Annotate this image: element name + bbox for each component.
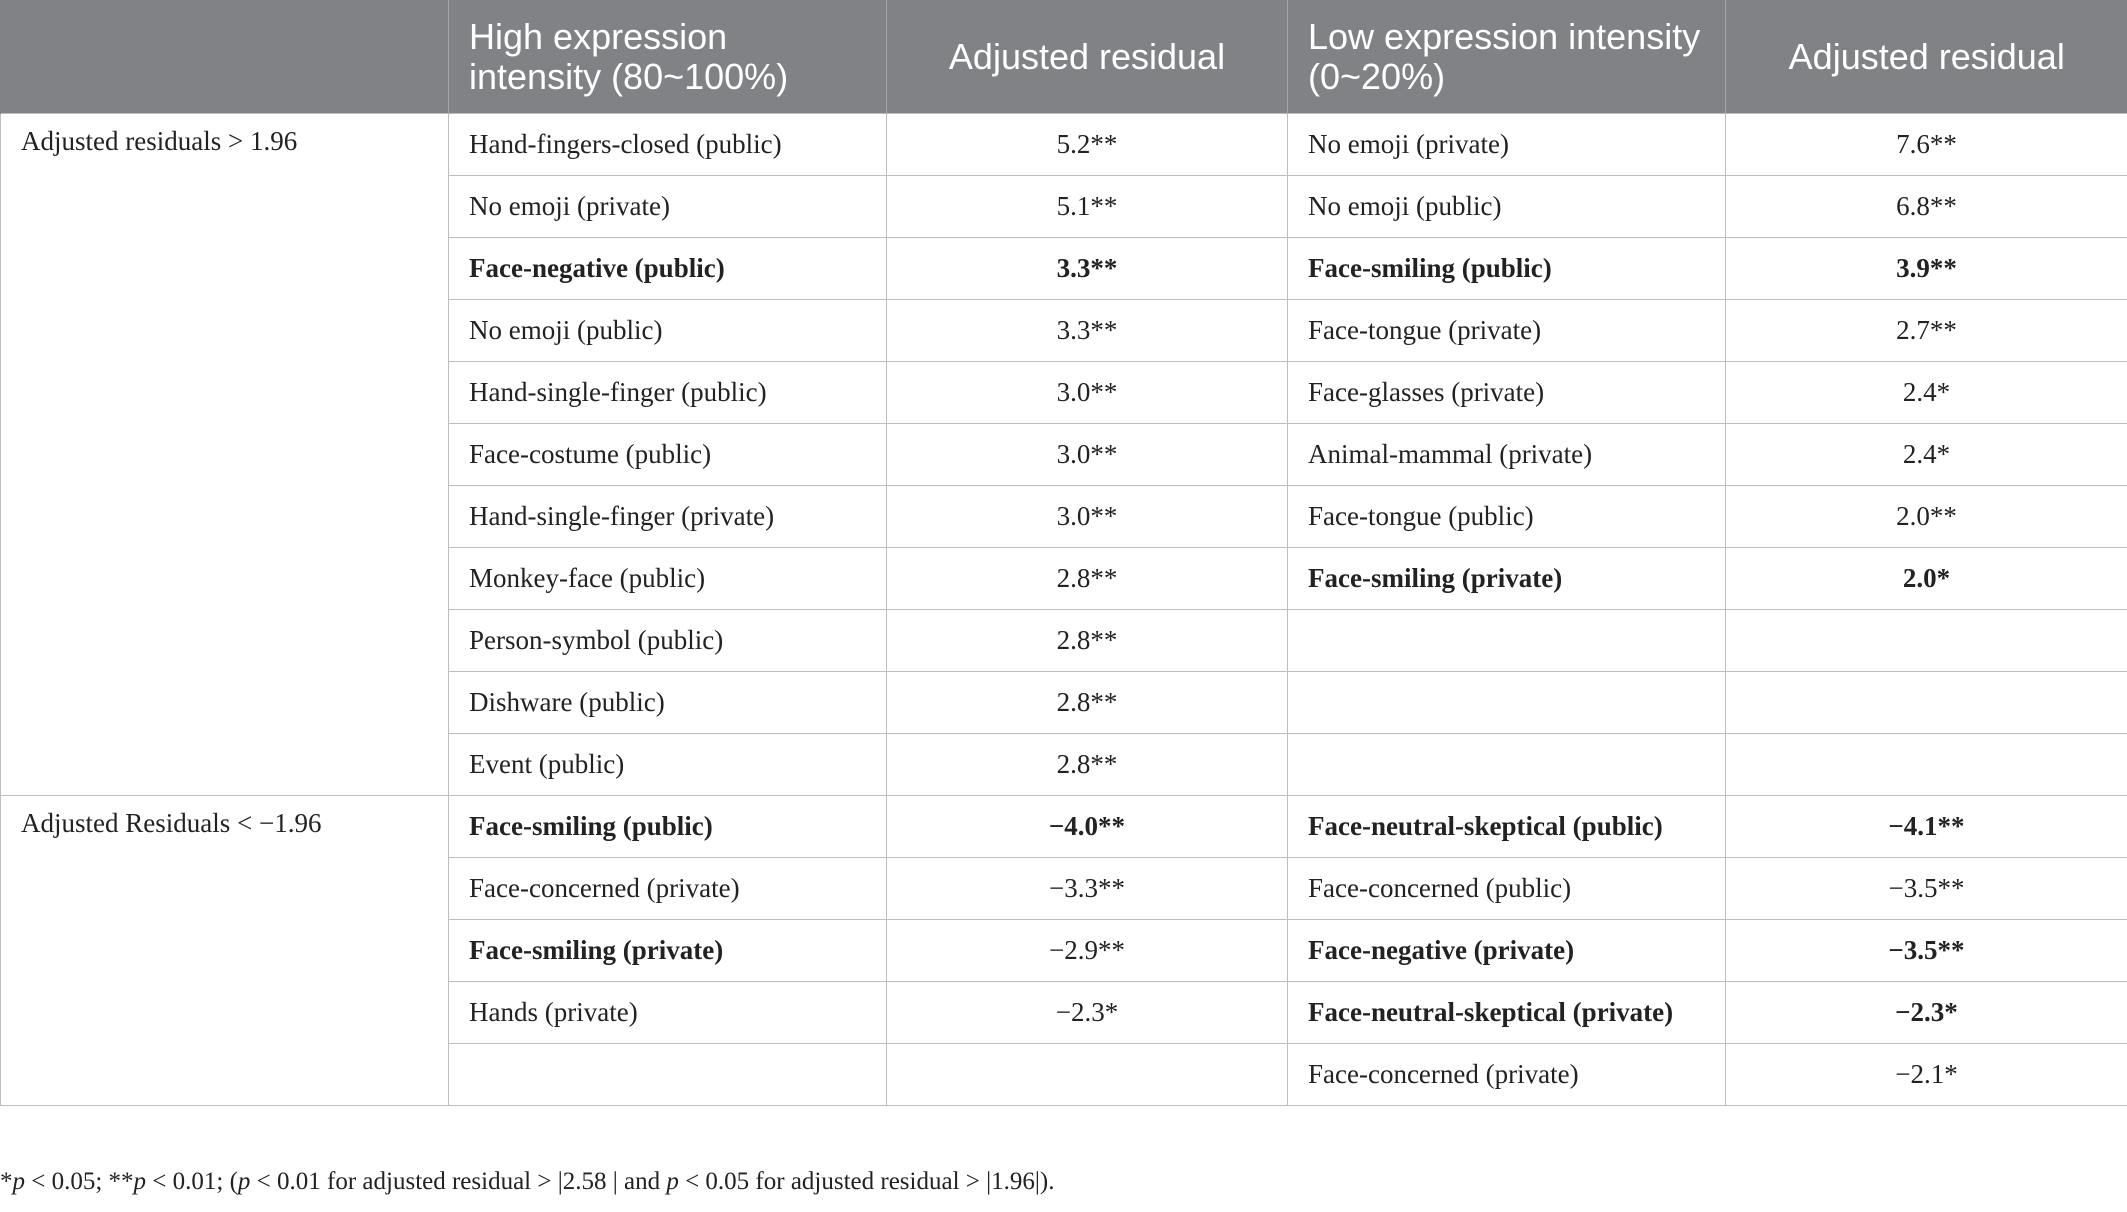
low-label — [1288, 610, 1726, 672]
low-residual: −4.1** — [1726, 796, 2127, 858]
high-label: Face-concerned (private) — [449, 858, 887, 920]
group-label-negative: Adjusted Residuals < −1.96 — [1, 796, 449, 1106]
footnote-text: < 0.05 for adjusted residual > |1.96|). — [678, 1168, 1055, 1195]
low-label: Animal-mammal (private) — [1288, 424, 1726, 486]
high-residual: 3.0** — [887, 486, 1288, 548]
high-label — [449, 1044, 887, 1106]
footnote-text: < 0.01; ( — [146, 1168, 238, 1195]
high-residual: −2.9** — [887, 920, 1288, 982]
low-label: Face-smiling (private) — [1288, 548, 1726, 610]
low-label — [1288, 734, 1726, 796]
high-label: Hands (private) — [449, 982, 887, 1044]
low-label — [1288, 672, 1726, 734]
low-label: Face-tongue (public) — [1288, 486, 1726, 548]
high-residual: 3.0** — [887, 362, 1288, 424]
high-label: Hand-single-finger (public) — [449, 362, 887, 424]
high-residual: 2.8** — [887, 734, 1288, 796]
footnote-p: p — [237, 1168, 251, 1195]
high-label: Face-smiling (public) — [449, 796, 887, 858]
low-label: Face-neutral-skeptical (public) — [1288, 796, 1726, 858]
high-residual: 5.2** — [887, 114, 1288, 176]
high-residual: 3.3** — [887, 238, 1288, 300]
high-label: Dishware (public) — [449, 672, 887, 734]
high-label: Event (public) — [449, 734, 887, 796]
footnote-text: < 0.05; ** — [25, 1168, 134, 1195]
high-label: Monkey-face (public) — [449, 548, 887, 610]
high-residual: 3.3** — [887, 300, 1288, 362]
low-label: Face-neutral-skeptical (private) — [1288, 982, 1726, 1044]
high-residual: 2.8** — [887, 548, 1288, 610]
low-residual: 2.7** — [1726, 300, 2127, 362]
low-label: Face-smiling (public) — [1288, 238, 1726, 300]
low-residual — [1726, 734, 2127, 796]
high-residual: −3.3** — [887, 858, 1288, 920]
footnote-p: p — [12, 1168, 25, 1195]
low-residual: 2.4* — [1726, 424, 2127, 486]
low-label: No emoji (public) — [1288, 176, 1726, 238]
header-high-residual: Adjusted residual — [887, 0, 1288, 114]
high-residual: 3.0** — [887, 424, 1288, 486]
low-label: Face-concerned (public) — [1288, 858, 1726, 920]
footnote-asterisk: * — [0, 1168, 13, 1195]
footnote-p: p — [666, 1168, 679, 1195]
header-row — [1, 0, 2127, 114]
table-footnote — [0, 1168, 1054, 1196]
low-label: Face-glasses (private) — [1288, 362, 1726, 424]
high-residual: −2.3* — [887, 982, 1288, 1044]
footnote-p: p — [133, 1168, 147, 1195]
low-residual: −3.5** — [1726, 920, 2127, 982]
low-residual: −2.3* — [1726, 982, 2127, 1044]
header-low-intensity: Low expression intensity (0~20%) — [1288, 0, 1726, 114]
table-row — [1, 796, 2127, 858]
table-row — [1, 114, 2127, 176]
header-high-intensity: High expression intensity (80~100%) — [449, 0, 887, 114]
footnote-text: < 0.01 for adjusted residual > |2.58 | and — [250, 1168, 667, 1195]
high-label: Face-smiling (private) — [449, 920, 887, 982]
low-label: Face-concerned (private) — [1288, 1044, 1726, 1106]
low-residual: 7.6** — [1726, 114, 2127, 176]
high-label: Hand-fingers-closed (public) — [449, 114, 887, 176]
high-label: No emoji (private) — [449, 176, 887, 238]
low-residual: −2.1* — [1726, 1044, 2127, 1106]
low-label: Face-negative (private) — [1288, 920, 1726, 982]
low-residual: 2.0* — [1726, 548, 2127, 610]
low-residual: 6.8** — [1726, 176, 2127, 238]
high-label: Hand-single-finger (private) — [449, 486, 887, 548]
low-residual: 2.4* — [1726, 362, 2127, 424]
high-label: Face-costume (public) — [449, 424, 887, 486]
low-label: Face-tongue (private) — [1288, 300, 1726, 362]
high-residual: 2.8** — [887, 610, 1288, 672]
low-label: No emoji (private) — [1288, 114, 1726, 176]
high-label: No emoji (public) — [449, 300, 887, 362]
low-residual — [1726, 672, 2127, 734]
high-residual: 5.1** — [887, 176, 1288, 238]
high-label: Face-negative (public) — [449, 238, 887, 300]
high-residual: −4.0** — [887, 796, 1288, 858]
low-residual: 3.9** — [1726, 238, 2127, 300]
low-residual — [1726, 610, 2127, 672]
group-label-positive: Adjusted residuals > 1.96 — [1, 114, 449, 796]
header-empty — [1, 0, 449, 114]
high-label: Person-symbol (public) — [449, 610, 887, 672]
high-residual: 2.8** — [887, 672, 1288, 734]
low-residual: −3.5** — [1726, 858, 2127, 920]
header-low-residual: Adjusted residual — [1726, 0, 2127, 114]
low-residual: 2.0** — [1726, 486, 2127, 548]
high-residual — [887, 1044, 1288, 1106]
